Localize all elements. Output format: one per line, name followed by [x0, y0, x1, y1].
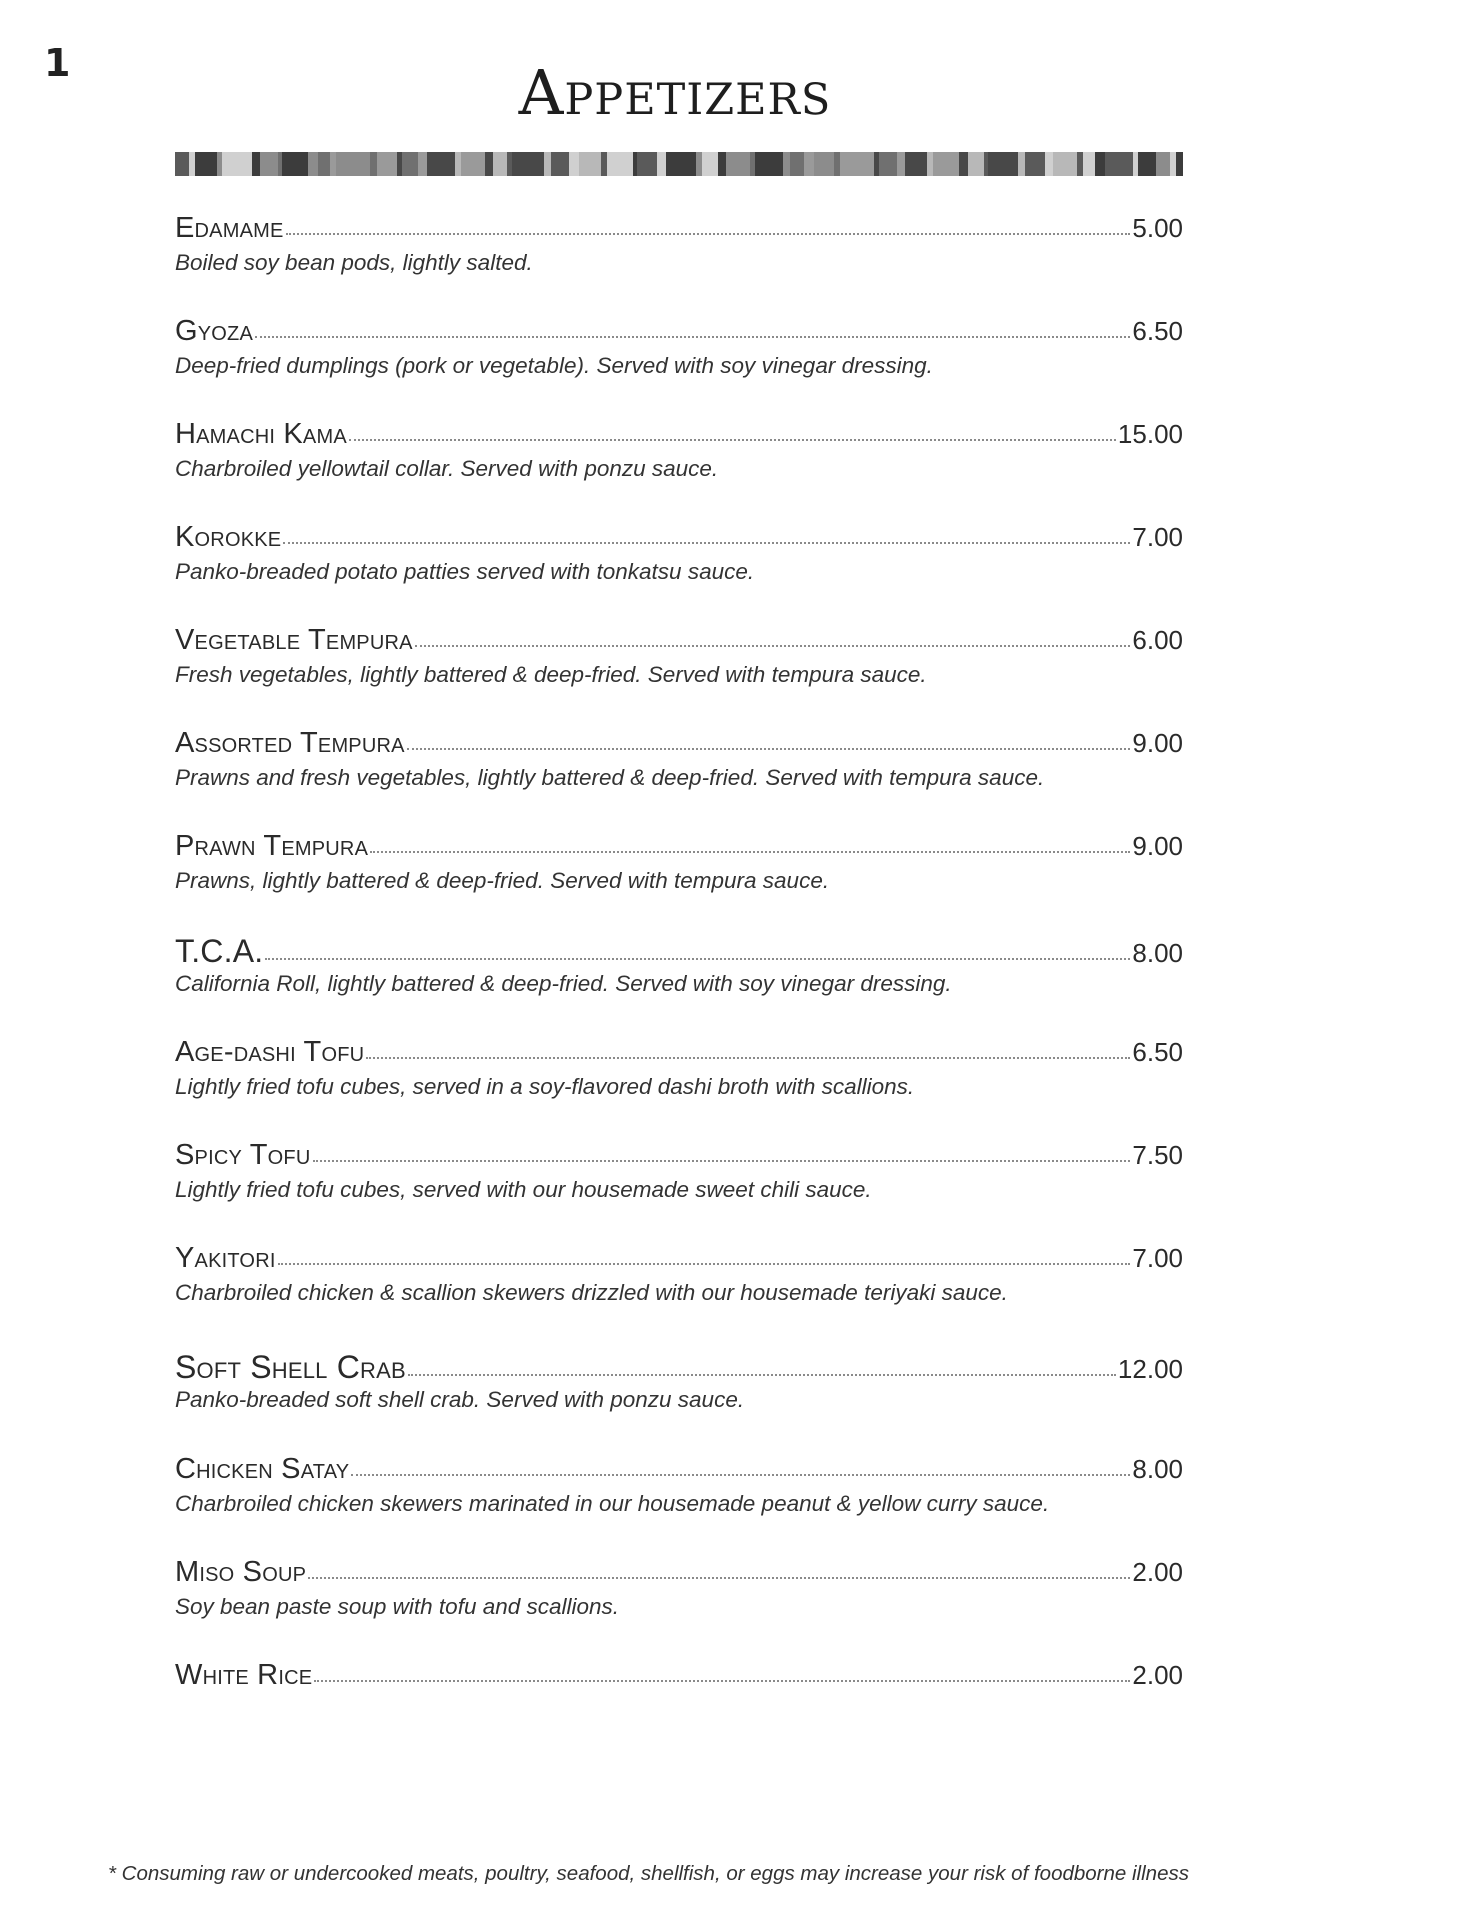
menu-item [175, 1036, 1183, 1139]
photo-strip-band [790, 152, 804, 176]
photo-strip-band [804, 152, 814, 176]
photo-strip-band [579, 152, 601, 176]
photo-strip-band [755, 152, 783, 176]
menu-item [175, 1556, 1183, 1659]
dot-leader [366, 1057, 1130, 1059]
photo-strip-band [897, 152, 905, 176]
photo-strip-band [666, 152, 696, 176]
menu-item [175, 521, 1183, 624]
dot-leader [286, 233, 1131, 235]
item-description: Boiled soy bean pods, lightly salted. [175, 250, 533, 275]
item-price: 7.00 [1132, 1243, 1183, 1273]
item-name: Age-dashi Tofu [175, 1036, 365, 1068]
menu-item [175, 727, 1183, 830]
dot-leader [370, 851, 1130, 853]
item-price: 8.00 [1132, 938, 1183, 968]
item-description: Panko-breaded soft shell crab. Served with ponzu sauce. [175, 1387, 745, 1412]
decorative-banner [175, 152, 1183, 176]
photo-strip-band [418, 152, 427, 176]
item-price: 7.00 [1132, 522, 1183, 552]
menu-item [175, 1659, 1183, 1762]
photo-strip-band [1018, 152, 1025, 176]
photo-strip-band [840, 152, 874, 176]
photo-strip-band [512, 152, 544, 176]
menu-item [175, 1453, 1183, 1556]
item-price: 6.00 [1132, 625, 1183, 655]
item-price: 6.50 [1132, 316, 1183, 346]
photo-strip-band [607, 152, 633, 176]
item-description: Prawns and fresh vegetables, lightly battered & deep-fried. Served with tempura sauce. [175, 765, 1045, 790]
item-description: Prawns, lightly battered & deep-fried. Served with tempura sauce. [175, 868, 830, 893]
menu-item [175, 315, 1183, 418]
photo-strip-band [905, 152, 927, 176]
photo-strip-band [461, 152, 485, 176]
dot-leader [408, 1374, 1116, 1376]
item-description: Charbroiled yellowtail collar. Served with ponzu sauce. [175, 456, 719, 481]
item-name: Gyoza [175, 315, 254, 347]
dot-leader [313, 1160, 1131, 1162]
item-name: Prawn Tempura [175, 830, 369, 862]
dot-leader [278, 1263, 1131, 1265]
photo-strip-band [318, 152, 330, 176]
dot-leader [415, 645, 1131, 647]
photo-strip-band [1083, 152, 1095, 176]
photo-strip-band [726, 152, 750, 176]
photo-strip-band [370, 152, 377, 176]
dot-leader [308, 1577, 1130, 1579]
photo-strip-band [569, 152, 579, 176]
photo-strip-band [1138, 152, 1156, 176]
photo-strip-band [959, 152, 968, 176]
photo-strip-band [1025, 152, 1045, 176]
photo-strip-band [485, 152, 493, 176]
health-disclaimer: * Consuming raw or undercooked meats, poultry, seafood, shellfish, or eggs may increase your risk of foodborne illness [108, 1862, 1189, 1885]
menu-list [175, 212, 1183, 1762]
item-description: Lightly fried tofu cubes, served with our housemade sweet chili sauce. [175, 1177, 872, 1202]
menu-item [175, 1242, 1183, 1345]
item-description: California Roll, lightly battered & deep-fried. Served with soy vinegar dressing. [175, 971, 952, 996]
menu-item [175, 624, 1183, 727]
item-description: Charbroiled chicken skewers marinated in our housemade peanut & yellow curry sauce. [175, 1491, 1050, 1516]
photo-strip-band [879, 152, 897, 176]
dot-leader [314, 1680, 1130, 1682]
item-description: Charbroiled chicken & scallion skewers drizzled with our housemade teriyaki sauce. [175, 1280, 1008, 1305]
item-price: 15.00 [1117, 419, 1183, 449]
photo-strip-band [702, 152, 718, 176]
item-name: T.C.A. [175, 933, 264, 969]
item-name: Edamame [175, 212, 284, 244]
photo-strip-icon [175, 152, 1183, 176]
item-name: Hamachi Kama [175, 418, 347, 450]
dot-leader [407, 748, 1131, 750]
photo-strip-band [718, 152, 726, 176]
item-price: 9.00 [1132, 728, 1183, 758]
menu-item [175, 212, 1183, 315]
photo-strip-band [1053, 152, 1077, 176]
photo-strip-band [933, 152, 959, 176]
photo-strip-band [1176, 152, 1183, 176]
item-name: White Rice [175, 1659, 313, 1691]
menu-item [175, 1345, 1183, 1453]
photo-strip-band [282, 152, 308, 176]
photo-strip-band [1095, 152, 1105, 176]
item-description: Panko-breaded potato patties served with tonkatsu sauce. [175, 559, 755, 584]
photo-strip-band [988, 152, 1018, 176]
photo-strip-band [493, 152, 507, 176]
photo-strip-band [377, 152, 397, 176]
photo-strip-band [814, 152, 834, 176]
dot-leader [265, 958, 1130, 960]
item-description: Lightly fried tofu cubes, served in a soy-flavored dashi broth with scallions. [175, 1074, 915, 1099]
photo-strip-band [402, 152, 418, 176]
item-name: Assorted Tempura [175, 727, 405, 759]
photo-strip-band [222, 152, 252, 176]
photo-strip-band [336, 152, 370, 176]
item-name: Korokke [175, 521, 282, 553]
item-name: Chicken Satay [175, 1453, 350, 1485]
menu-item [175, 933, 1183, 1036]
photo-strip-band [308, 152, 318, 176]
photo-strip-band [657, 152, 666, 176]
photo-strip-band [544, 152, 551, 176]
item-price: 12.00 [1117, 1354, 1183, 1384]
dot-leader [349, 439, 1116, 441]
item-price: 6.50 [1132, 1037, 1183, 1067]
page-title: Appetizers [518, 56, 832, 129]
menu-item [175, 830, 1183, 933]
dot-leader [255, 336, 1130, 338]
item-price: 8.00 [1132, 1454, 1183, 1484]
item-description: Soy bean paste soup with tofu and scallions. [175, 1594, 620, 1619]
photo-strip-band [1045, 152, 1053, 176]
photo-strip-band [427, 152, 455, 176]
item-price: 9.00 [1132, 831, 1183, 861]
item-name: Yakitori [175, 1242, 276, 1274]
dot-leader [283, 542, 1130, 544]
item-description: Deep-fried dumplings (pork or vegetable). Served with soy vinegar dressing. [175, 353, 933, 378]
page-number: 1 [44, 41, 71, 85]
photo-strip-band [1156, 152, 1170, 176]
item-price: 5.00 [1132, 213, 1183, 243]
photo-strip-band [195, 152, 217, 176]
photo-strip-band [1105, 152, 1133, 176]
item-price: 2.00 [1132, 1660, 1183, 1690]
menu-item [175, 418, 1183, 521]
item-name: Miso Soup [175, 1556, 307, 1588]
item-name: Vegetable Tempura [175, 624, 413, 656]
menu-item [175, 1139, 1183, 1242]
item-name: Spicy Tofu [175, 1139, 311, 1171]
item-price: 7.50 [1132, 1140, 1183, 1170]
photo-strip-band [968, 152, 984, 176]
item-description: Fresh vegetables, lightly battered & deep-fried. Served with tempura sauce. [175, 662, 927, 687]
photo-strip-band [551, 152, 569, 176]
photo-strip-band [175, 152, 189, 176]
dot-leader [351, 1474, 1130, 1476]
item-name: Soft Shell Crab [175, 1349, 406, 1385]
item-price: 2.00 [1132, 1557, 1183, 1587]
photo-strip-band [637, 152, 657, 176]
photo-strip-band [260, 152, 278, 176]
photo-strip-band [252, 152, 260, 176]
photo-strip-band [783, 152, 790, 176]
